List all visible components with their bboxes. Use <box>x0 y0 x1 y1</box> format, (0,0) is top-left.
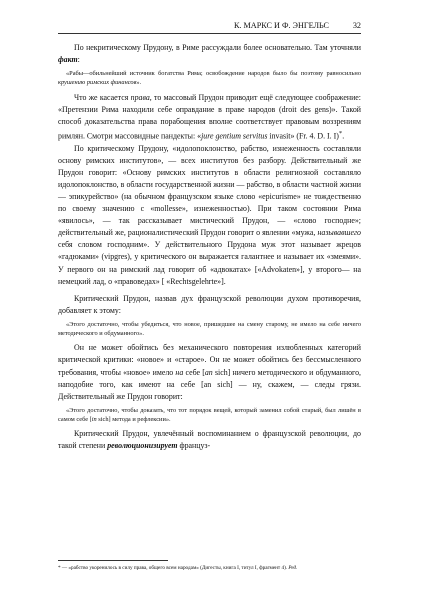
paragraph-2 <box>58 92 361 143</box>
paragraph-4 <box>58 293 361 317</box>
paragraph-text: француз- <box>177 441 211 451</box>
quote-text: «Этого достаточно, чтобы доказать, что тот порядок вещей, который заменил собой старый, был лишён в самом себе [ <box>58 406 361 423</box>
footnote <box>58 565 361 572</box>
page-number: 32 <box>352 21 361 30</box>
paragraph-text: Критический Прудон, увлечённый воспоминанием о французской революции, до такой степени <box>58 429 361 451</box>
paragraph-1 <box>58 42 361 66</box>
emphasis: an <box>204 367 213 377</box>
running-title: К. МАРКС И Ф. ЭНГЕЛЬС <box>233 21 329 30</box>
footnote-mark: * <box>58 565 61 571</box>
emphasis: jure gentium servitus <box>201 131 268 141</box>
paragraph-text: Что же касается <box>74 92 131 102</box>
quote-text: «Этого достаточно, чтобы убедиться, что новое, пришедшее на смену старому, не имело на себе ничего методического и обдуманного». <box>58 320 361 338</box>
paragraph-text: По критическому Прудону, «идолопоклонство, рабство, изнеженность составляли основу римских институтов», — всех институтов без разбору. Действительный же Прудон говорит: «Основу римских институтов в области религиозной составляло идолопоклонство, в области государственной жизни — рабство, в области частной жизни — эпикурейство» (на обычном французском языке слово «epicurisme» не тождественно по своему значению с «mollesse», изнеженностью). При таком состоянии Рима «явилось», — так рассказывает мистический Прудон, — «слово господне»; действительный же, рационалистический Прудон говорит о явлении «мужа, <box>58 143 361 238</box>
paragraph-text: Он не может обойтись без механического повторения излюбленных категорий критической критики: «новое» и «старое». Он не может обойтись без бессмысленного требования, чтобы «новое» имело <box>58 343 361 377</box>
editor-note: Ред. <box>288 565 298 571</box>
emphasis: крушению римских финансов <box>58 79 137 87</box>
paragraph-text: . <box>342 131 345 141</box>
emphasis: на <box>175 367 184 377</box>
emphasis: революционизирует <box>107 441 178 451</box>
paragraph-text: : <box>77 55 80 65</box>
quote-2 <box>58 320 361 338</box>
page-body <box>58 42 361 452</box>
footnote-mark: * <box>338 129 343 137</box>
paragraph-text: себя словом господним». У действительного Прудона муж этот называет жрецов «гадюками» (vipgres), у критического он выражается галантнее и называет их «змеями». У первого он на римский лад говорит об «адвокатах» [«Advokaten»], у второго— на немецкий лад, о «правоведах» [ «Rechtsgelehrte»]. <box>58 240 361 286</box>
quote-text: sich] метода и рефлексии». <box>96 415 171 423</box>
quote-3 <box>58 406 361 424</box>
quote-text: «Рабы—обильнейший источник богатства Рима; освобождение народов было бы поэтому равносильно <box>66 70 361 78</box>
paragraph-3 <box>58 143 361 288</box>
emphasis: факт <box>58 55 78 65</box>
paragraph-text: sich] ничего методического и обдуманного, наподобие того, как имеют на себе [an sich] — ну, скажем, — следы грязи. Действительный же Прудон говорит: <box>58 367 361 401</box>
paragraph-text: invasit» (Fr. 4. D. I. I) <box>267 131 339 141</box>
paragraph-5 <box>58 342 361 402</box>
footnote-rule <box>58 560 168 561</box>
paragraph-text: По некритическому Прудону, в Риме рассуждали более основательно. Там уточняли <box>74 43 361 52</box>
emphasis: права <box>130 92 150 102</box>
quote-1 <box>58 69 361 87</box>
paragraph-text: Критический Прудон, назвав дух французской революции духом противоречия, добавляет к этому: <box>58 293 361 315</box>
quote-text: ». <box>136 79 142 87</box>
paragraph-text: , то массовый Прудон приводит ещё следующее соображение: «Претензии Рима находили себе оправдание в праве народов (droit des gens)». Такой способ доказательства права порабощения вполне соответствует правовым воззрениям римлян. Смотри массовидные пандекты: « <box>58 92 362 141</box>
footnote-text: — «рабство укоренилось в силу права, общего всем народам» (Дигесты, книга I, титул I, фрагмент 4). <box>60 565 289 571</box>
paragraph-text: себе [ <box>183 367 205 377</box>
page-header <box>58 20 361 34</box>
paragraph-6 <box>58 428 361 452</box>
emphasis: in <box>91 415 97 423</box>
emphasis: называвшего <box>317 228 361 238</box>
